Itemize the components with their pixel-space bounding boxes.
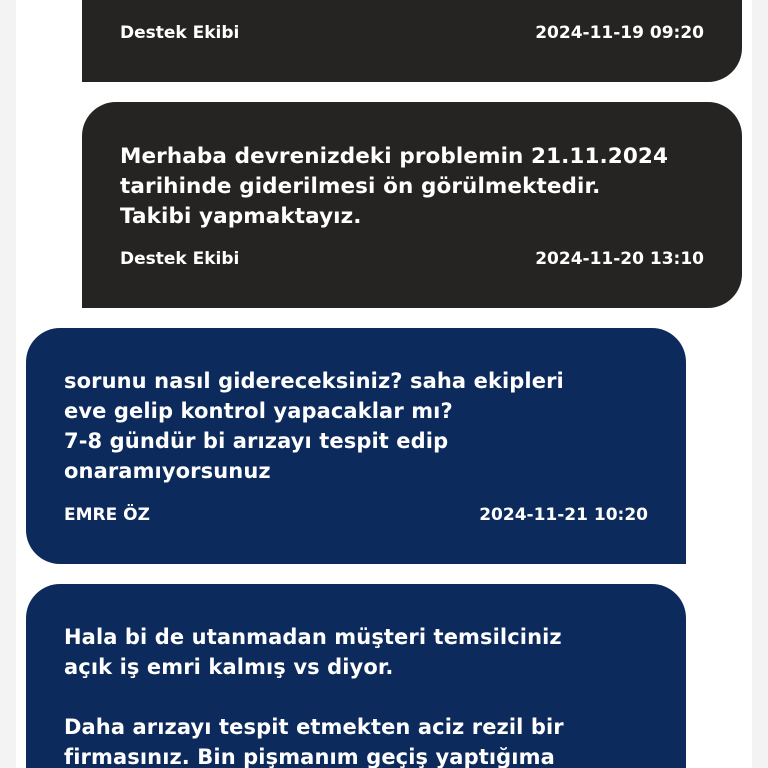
message-sender: Destek Ekibi — [120, 23, 240, 43]
right-margin — [752, 0, 768, 768]
message-text: Hala bi de utanmadan müşteri temsilciniz açık iş emri kalmış vs diyor. Daha arızayı tespit etmekten aciz rezil bir firmasınız. Bin pişmanım geçiş yaptığıma — [64, 625, 564, 768]
message-sender: Destek Ekibi — [120, 249, 240, 269]
message-bubble-support — [82, 0, 742, 82]
message-text: Merhaba devrenizdeki problemin 21.11.2024 tarihinde giderilmesi ön görülmektedir. Takibi yapmaktayız. — [120, 144, 669, 229]
message-meta — [120, 22, 704, 44]
message-meta — [120, 248, 704, 270]
message-sender: EMRE ÖZ — [64, 505, 150, 525]
message-timestamp: 2024-11-19 09:20 — [535, 23, 704, 43]
message-meta — [64, 504, 648, 526]
left-margin — [0, 0, 16, 768]
message-bubble-user — [26, 584, 686, 768]
message-timestamp: 2024-11-20 13:10 — [535, 249, 704, 269]
message-bubble-user — [26, 328, 686, 564]
message-timestamp: 2024-11-21 10:20 — [479, 505, 648, 525]
message-bubble-support — [82, 102, 742, 308]
message-text: sorunu nasıl gidereceksiniz? saha ekipleri eve gelip kontrol yapacaklar mı? 7-8 gündür bi arızayı tespit edip onaramıyorsunuz — [64, 369, 564, 483]
